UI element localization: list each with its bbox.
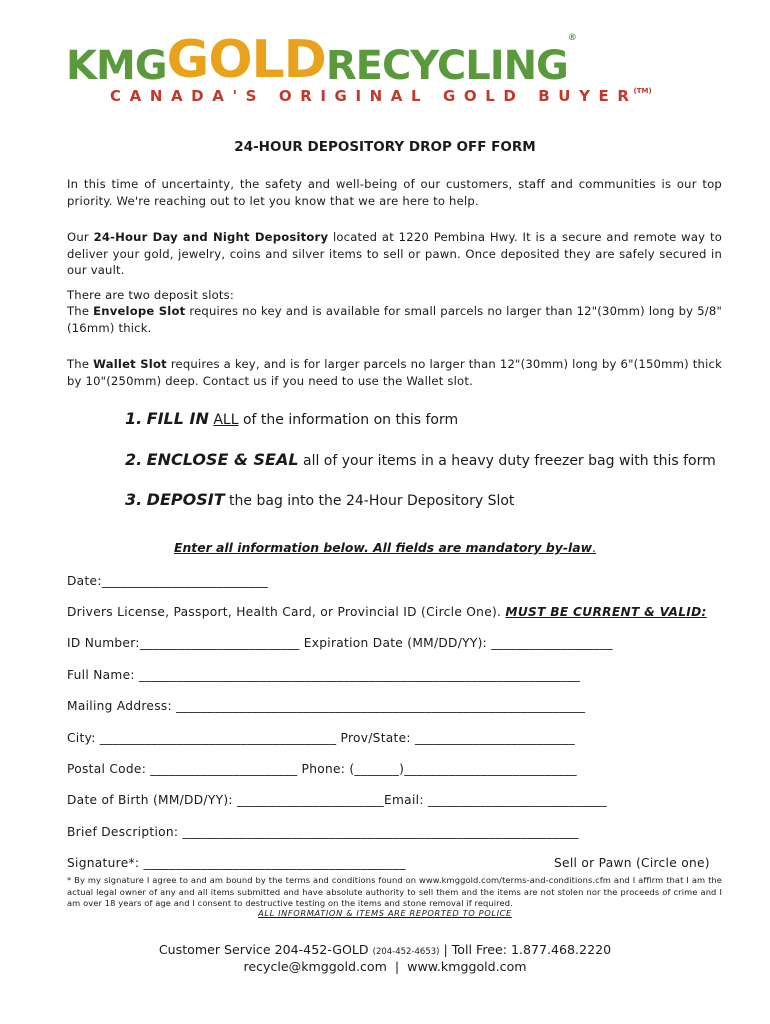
intro-paragraph: In this time of uncertainty, the safety and well-being of our customers, staff and communities is our top priority. We're reaching out to let you know that we are here to help. [67,177,722,208]
logo-kmg: KMG [66,43,167,89]
mailing-address-field[interactable]: Mailing Address: ________________________________________________________________ [67,699,586,713]
brief-description-field[interactable]: Brief Description: ______________________________________________________________ [67,825,579,839]
logo-recycling: RECYCLING [325,43,568,89]
police-notice: ALL INFORMATION & ITEMS ARE REPORTED TO POLICE [258,908,512,918]
logo-tagline [110,87,652,105]
step-rest: the bag into the 24-Hour Depository Slot [224,493,515,509]
dob-email-field[interactable]: Date of Birth (MM/DD/YY): _______________________Email: ____________________________ [67,793,607,807]
envelope-slot-paragraph [67,303,722,336]
mandatory-notice-dot: . [592,540,596,555]
customer-service: Customer Service 204-452-GOLD [158,942,373,957]
envelope-rest: requires no key and is available for small parcels no larger than 12"(30mm) long by 5/8"(16mm) thick. [67,304,722,335]
step-3 [125,490,514,509]
step-key: ENCLOSE & SEAL [146,450,299,469]
step-2 [125,450,716,469]
toll-free: | Toll Free: 1.877.468.2220 [439,942,612,957]
step-number: 2. [125,450,143,469]
customer-service-number: (204-452-4653) [372,947,440,957]
mandatory-notice-text: Enter all information below. All fields are mandatory by-law [174,540,593,555]
footer-links [0,959,770,974]
sell-or-pawn[interactable]: Sell or Pawn (Circle one) [554,856,710,870]
footer-email[interactable]: recycle@kmggold.com [243,959,387,974]
footer-separator: | [386,959,408,974]
trademark-mark: (TM) [633,87,652,95]
footer-website[interactable]: www.kmggold.com [407,959,527,974]
id-type-line [67,605,707,619]
depository-bold: 24-Hour Day and Night Depository [93,230,329,244]
envelope-bold: Envelope Slot [93,304,186,318]
step-1 [125,409,458,428]
step-number: 1. [125,409,143,428]
form-title: 24-HOUR DEPOSITORY DROP OFF FORM [234,139,536,155]
step-number: 3. [125,490,143,509]
must-be-valid: MUST BE CURRENT & VALID: [505,605,707,619]
signature-field[interactable]: Signature*: _________________________________________ [67,856,406,870]
depository-prefix: Our [67,230,94,244]
logo-gold: GOLD [166,30,326,90]
step-key: DEPOSIT [146,490,225,509]
envelope-prefix: The [67,304,94,318]
slots-intro: There are two deposit slots: [67,288,235,302]
tagline-text: CANADA'S ORIGINAL GOLD BUYER [110,87,638,105]
step-key: FILL IN [146,409,209,428]
depository-rest: located at 1220 Pembina Hwy. It is a secure and remote way to deliver your gold, jewelry, coins and silver items to sell or pawn. Once deposited they are safely secured in our vault. [67,230,722,277]
depository-paragraph [67,229,722,279]
id-number-field[interactable]: ID Number:_________________________ Expiration Date (MM/DD/YY): ___________________ [67,636,613,650]
step-all: ALL [213,412,239,428]
terms-fine-print: * By my signature I agree to and am bound by the terms and conditions found on www.kmggold.com/terms-and-conditions.cfm and I affirm that I am the actual legal owner of any and all items submitted and have absolute authority to sell them and the items are not stolen nor the proceeds of crime and I am over 18 years of age and I consent to destructive testing on the items and stone removal if required. [67,875,722,908]
id-type-text: Drivers License, Passport, Health Card, or Provincial ID (Circle One). [67,605,506,619]
wallet-bold: Wallet Slot [93,357,167,371]
registered-mark: ® [567,33,576,43]
step-rest: all of your items in a heavy duty freezer bag with this form [298,453,716,469]
wallet-slot-paragraph [67,356,722,389]
full-name-field[interactable]: Full Name: _____________________________________________________________________ [67,668,581,682]
footer-contact [0,942,770,957]
wallet-prefix: The [67,357,94,371]
mandatory-notice [0,540,770,555]
step-rest: of the information on this form [238,412,459,428]
logo-wordmark [66,30,576,90]
wallet-rest: requires a key, and is for larger parcels no larger than 12"(30mm) long by 6"(150mm) thick by 10"(250mm) deep. Contact us if you need to use the Wallet slot. [67,357,722,388]
company-logo [66,30,726,110]
postal-phone-field[interactable]: Postal Code: _______________________ Phone: (_______)___________________________ [67,762,577,776]
city-prov-field[interactable]: City: _____________________________________ Prov/State: _________________________ [67,731,575,745]
date-field[interactable]: Date:__________________________ [67,574,268,588]
